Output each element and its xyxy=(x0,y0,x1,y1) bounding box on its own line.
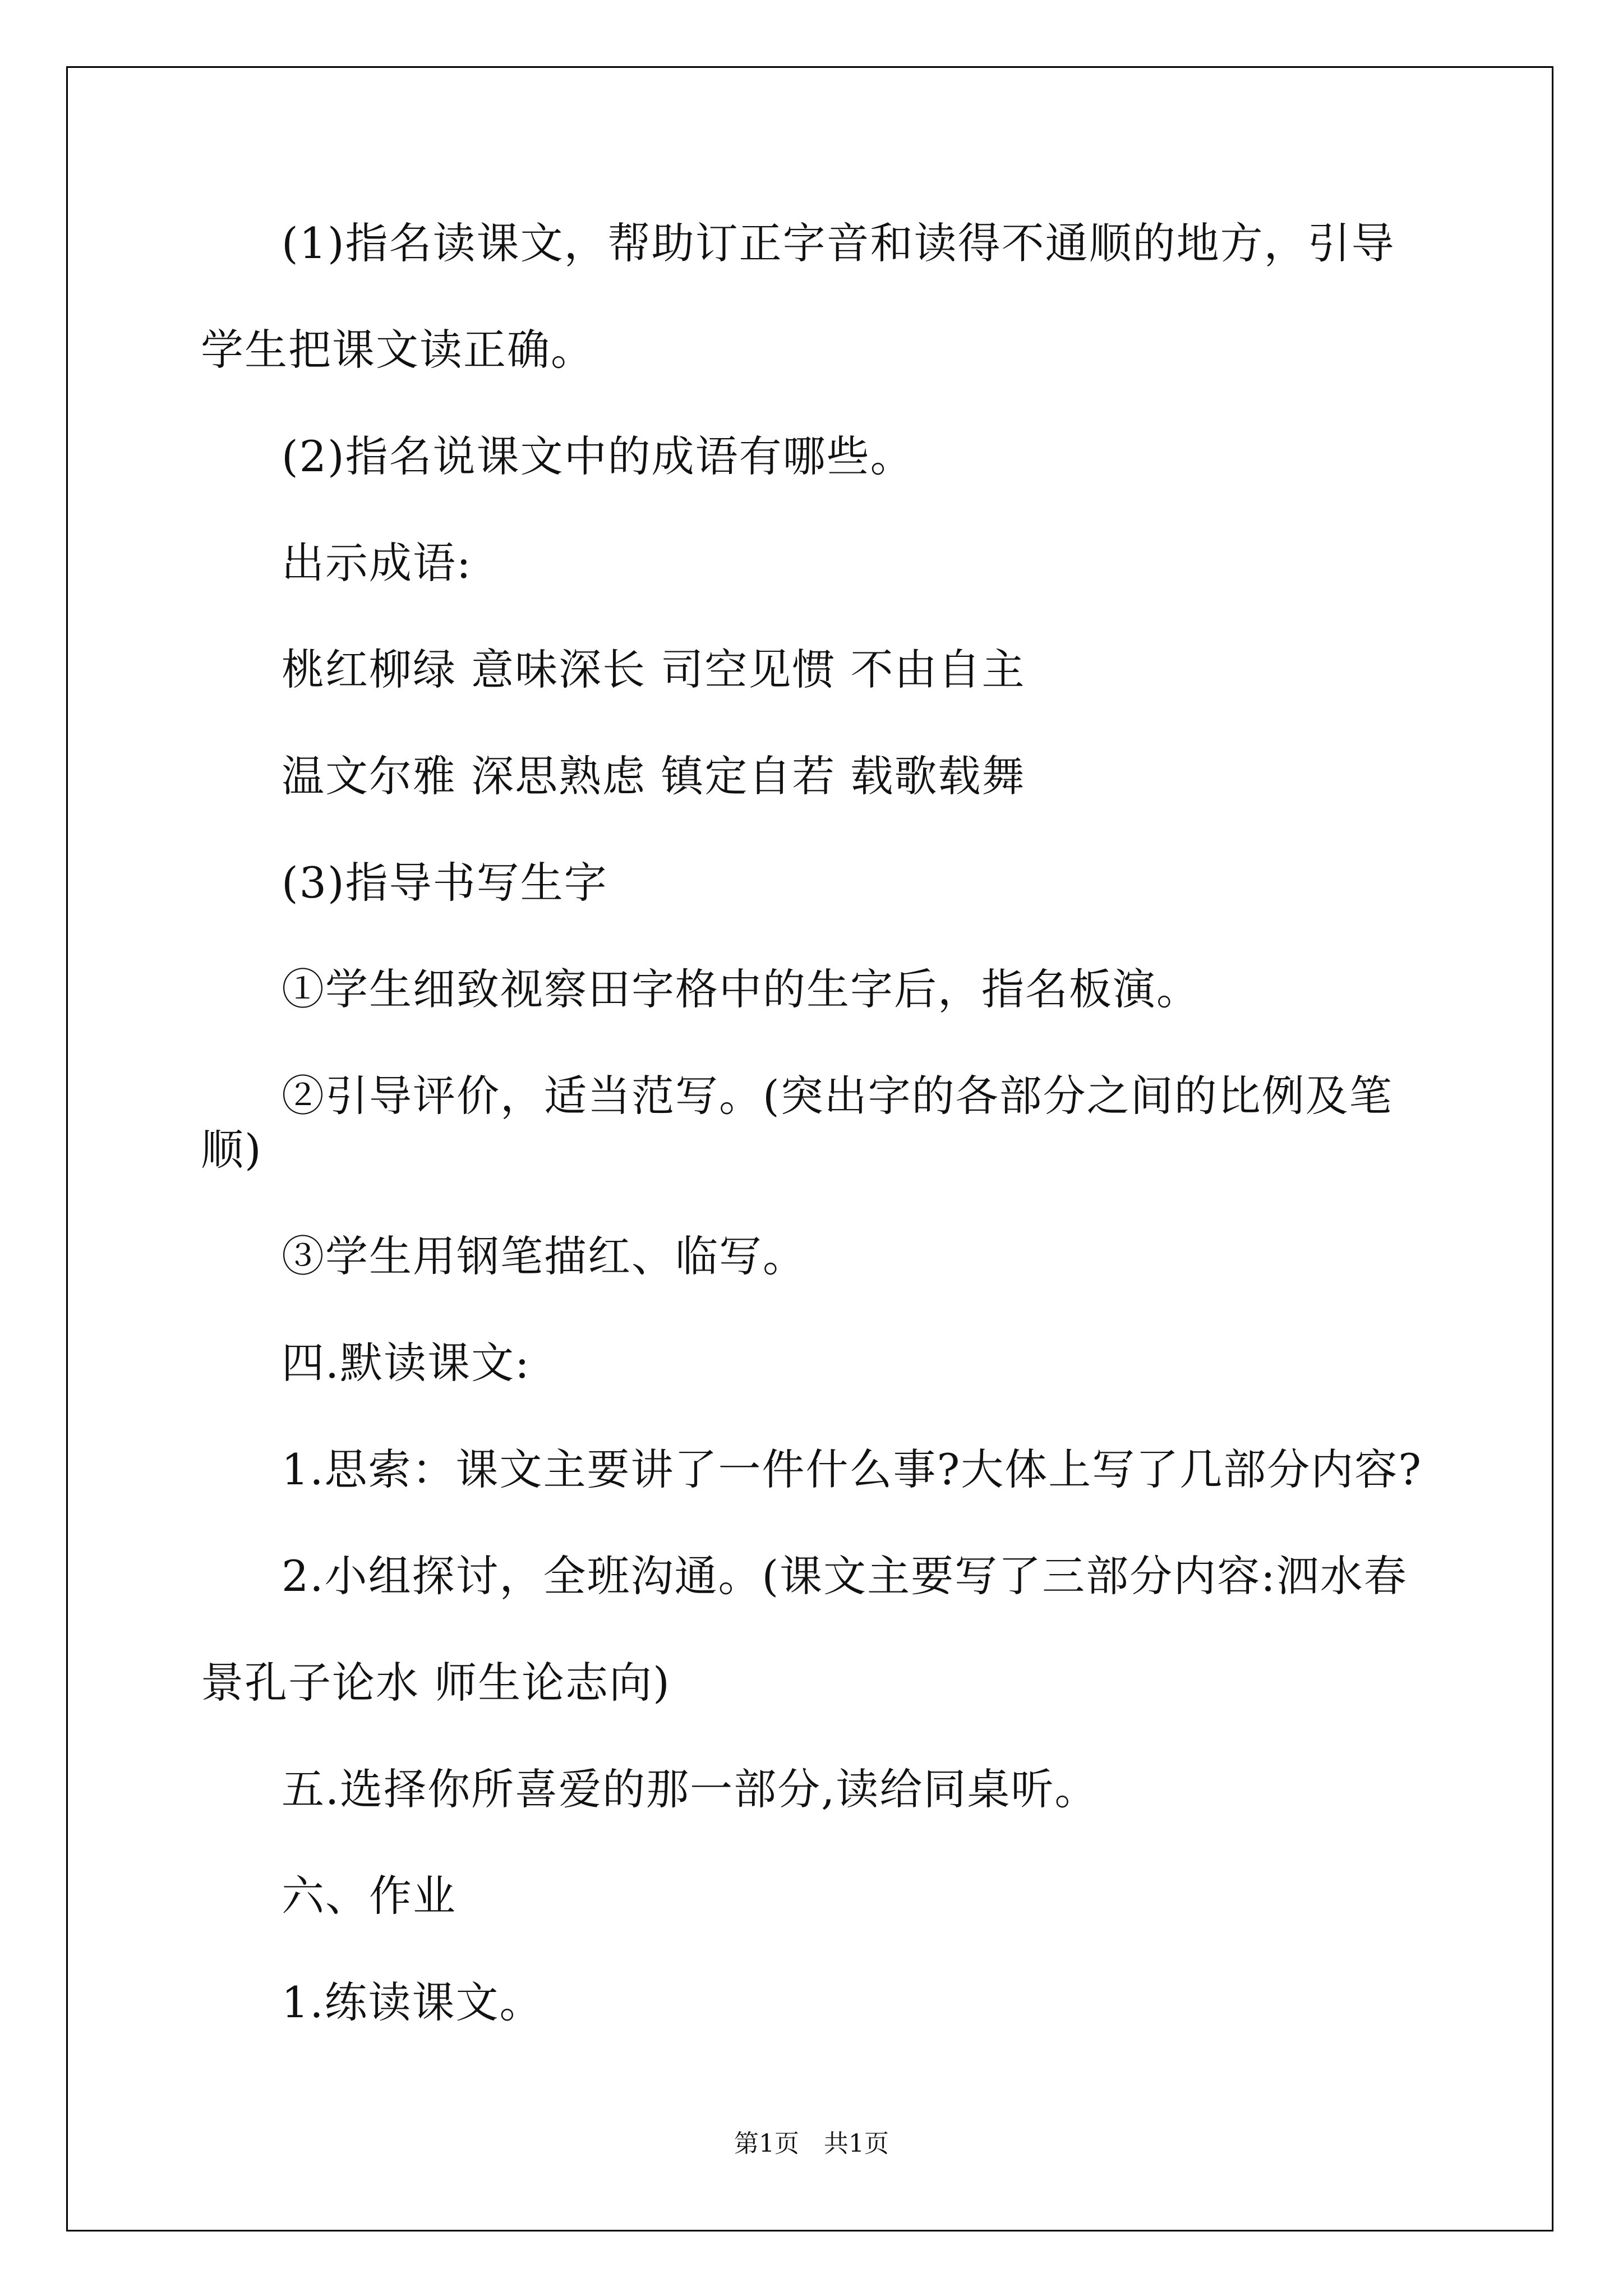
paragraph: (1)指名读课文，帮助订正字音和读得不通顺的地方，引导学生把课文读正确。 xyxy=(201,218,1395,375)
paragraph: 桃红柳绿 意味深长 司空见惯 不由自主 xyxy=(282,645,1026,694)
paragraph: 四.默读课文: xyxy=(282,1338,531,1388)
paragraph: 出示成语: xyxy=(282,538,472,588)
paragraph: ③学生用钢笔描红、临写。 xyxy=(282,1231,806,1281)
paragraph: 六、作业 xyxy=(282,1871,457,1921)
paragraph: 1.练读课文。 xyxy=(282,1977,543,2027)
document-body xyxy=(201,217,1435,2082)
paragraph: 2.小组探讨，全班沟通。(课文主要写了三部分内容:泗水春景孔子论水 师生论志向) xyxy=(201,1551,1408,1708)
paragraph: 1.思索：课文主要讲了一件什么事?大体上写了几部分内容? xyxy=(282,1444,1423,1494)
paragraph: 温文尔雅 深思熟虑 镇定自若 载歌载舞 xyxy=(282,751,1026,801)
paragraph: 五.选择你所喜爱的那一部分,读给同桌听。 xyxy=(282,1764,1099,1814)
page-footer: 第1页 共1页 xyxy=(734,2129,889,2158)
paragraph: (3)指导书写生字 xyxy=(282,858,608,908)
paragraph: (2)指名说课文中的成语有哪些。 xyxy=(282,431,914,481)
paragraph: ②引导评价，适当范写。(突出字的各部分之间的比例及笔顺) xyxy=(201,1071,1393,1175)
paragraph: ①学生细致视察田字格中的生字后，指名板演。 xyxy=(282,964,1200,1014)
